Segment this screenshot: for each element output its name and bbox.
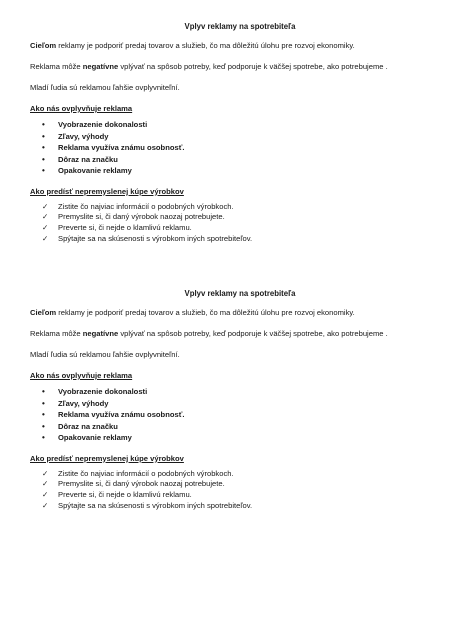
bullet-icon: • [42, 421, 45, 431]
list-item-text: Zistite čo najviac informácií o podobných výrobkoch. [58, 468, 234, 478]
check-icon: ✓ [42, 490, 49, 500]
section-heading-prevention: Ako predísť nepremyslenej kúpe výrobkov [30, 453, 184, 463]
paragraph-negative-bold: negatívne [82, 62, 119, 71]
paragraph-goal-bold: Cieľom [30, 41, 57, 50]
list-item [30, 501, 450, 512]
prevention-list [30, 469, 450, 512]
list-item-text: Zľavy, výhody [58, 398, 109, 408]
paragraph-negative-text: vplývať na spôsob potreby, keď podporuje k väčšej spotrebe, ako potrebujeme . [118, 62, 388, 71]
list-item [30, 386, 450, 398]
check-icon: ✓ [42, 500, 49, 510]
list-item-text: Dôraz na značku [58, 154, 118, 164]
influence-list [30, 386, 450, 444]
check-icon: ✓ [42, 468, 49, 478]
list-item [30, 432, 450, 444]
paragraph-negative-bold: negatívne [82, 329, 119, 338]
check-icon: ✓ [42, 223, 49, 233]
document-title: Vplyv reklamy na spotrebiteľa [184, 22, 296, 31]
list-item-text: Premyslite si, či daný výrobok naozaj potrebujete. [58, 212, 225, 222]
list-item-text: Premyslite si, či daný výrobok naozaj potrebujete. [58, 479, 225, 489]
bullet-icon: • [42, 410, 45, 419]
list-item-text: Spýtajte sa na skúsenosti s výrobkom iných spotrebiteľov. [58, 233, 253, 243]
list-item [30, 398, 450, 410]
paragraph-young-people: Mladí ľudia sú reklamou ľahšie ovplyvniteľní. [30, 83, 180, 92]
document-block-top [30, 22, 450, 245]
section-heading-influence: Ako nás ovplyvňuje reklama [30, 104, 133, 113]
paragraph-negative [30, 329, 450, 339]
list-item [30, 212, 450, 223]
list-item [30, 409, 450, 421]
bullet-icon: • [42, 143, 45, 152]
bullet-icon: • [42, 154, 45, 164]
check-icon: ✓ [42, 479, 49, 489]
section-heading-influence: Ako nás ovplyvňuje reklama [30, 371, 133, 380]
paragraph-young-people: Mladí ľudia sú reklamou ľahšie ovplyvniteľní. [30, 350, 180, 359]
paragraph-goal-text: reklamy je podporiť predaj tovarov a služieb, čo ma dôležitú úlohu pre rozvoj ekonomiky. [56, 41, 355, 50]
list-item [30, 119, 450, 131]
list-item-text: Preverte si, či nejde o klamlivú reklamu. [58, 490, 192, 500]
document-title: Vplyv reklamy na spotrebiteľa [184, 289, 296, 298]
paragraph-goal [30, 41, 450, 51]
list-item-text: Preverte si, či nejde o klamlivú reklamu. [58, 223, 192, 233]
list-item [30, 421, 450, 433]
bullet-icon: • [42, 166, 45, 175]
list-item [30, 490, 450, 501]
bullet-icon: • [42, 387, 45, 396]
list-item [30, 223, 450, 234]
check-icon: ✓ [42, 233, 49, 243]
bullet-icon: • [42, 398, 45, 408]
bullet-icon: • [42, 433, 45, 442]
document-block-bottom [30, 289, 450, 512]
paragraph-negative [30, 62, 450, 72]
influence-list [30, 119, 450, 177]
list-item-text: Opakovanie reklamy [58, 433, 132, 442]
paragraph-negative-text: vplývať na spôsob potreby, keď podporuje k väčšej spotrebe, ako potrebujeme . [118, 329, 388, 338]
list-item [30, 131, 450, 143]
list-item-text: Vyobrazenie dokonalosti [58, 120, 148, 129]
bullet-icon: • [42, 131, 45, 141]
list-item-text: Opakovanie reklamy [58, 166, 132, 175]
list-item-text: Spýtajte sa na skúsenosti s výrobkom iných spotrebiteľov. [58, 500, 253, 510]
list-item [30, 469, 450, 480]
section-heading-prevention: Ako predísť nepremyslenej kúpe výrobkov [30, 186, 184, 196]
list-item [30, 142, 450, 154]
bullet-icon: • [42, 120, 45, 129]
paragraph-goal [30, 308, 450, 318]
list-item-text: Vyobrazenie dokonalosti [58, 387, 148, 396]
list-item-text: Zľavy, výhody [58, 131, 109, 141]
paragraph-negative-start: Reklama môže [30, 329, 83, 338]
paragraph-negative-start: Reklama môže [30, 62, 83, 71]
prevention-list [30, 202, 450, 245]
list-item [30, 154, 450, 166]
list-item [30, 165, 450, 177]
paragraph-goal-bold: Cieľom [30, 308, 57, 317]
list-item-text: Reklama využíva známu osobnosť. [58, 410, 185, 419]
list-item-text: Reklama využíva známu osobnosť. [58, 143, 185, 152]
check-icon: ✓ [42, 201, 49, 211]
check-icon: ✓ [42, 212, 49, 222]
list-item [30, 234, 450, 245]
list-item [30, 202, 450, 213]
paragraph-goal-text: reklamy je podporiť predaj tovarov a služieb, čo ma dôležitú úlohu pre rozvoj ekonomiky. [56, 308, 355, 317]
list-item-text: Dôraz na značku [58, 421, 118, 431]
list-item-text: Zistite čo najviac informácií o podobných výrobkoch. [58, 201, 234, 211]
list-item [30, 479, 450, 490]
